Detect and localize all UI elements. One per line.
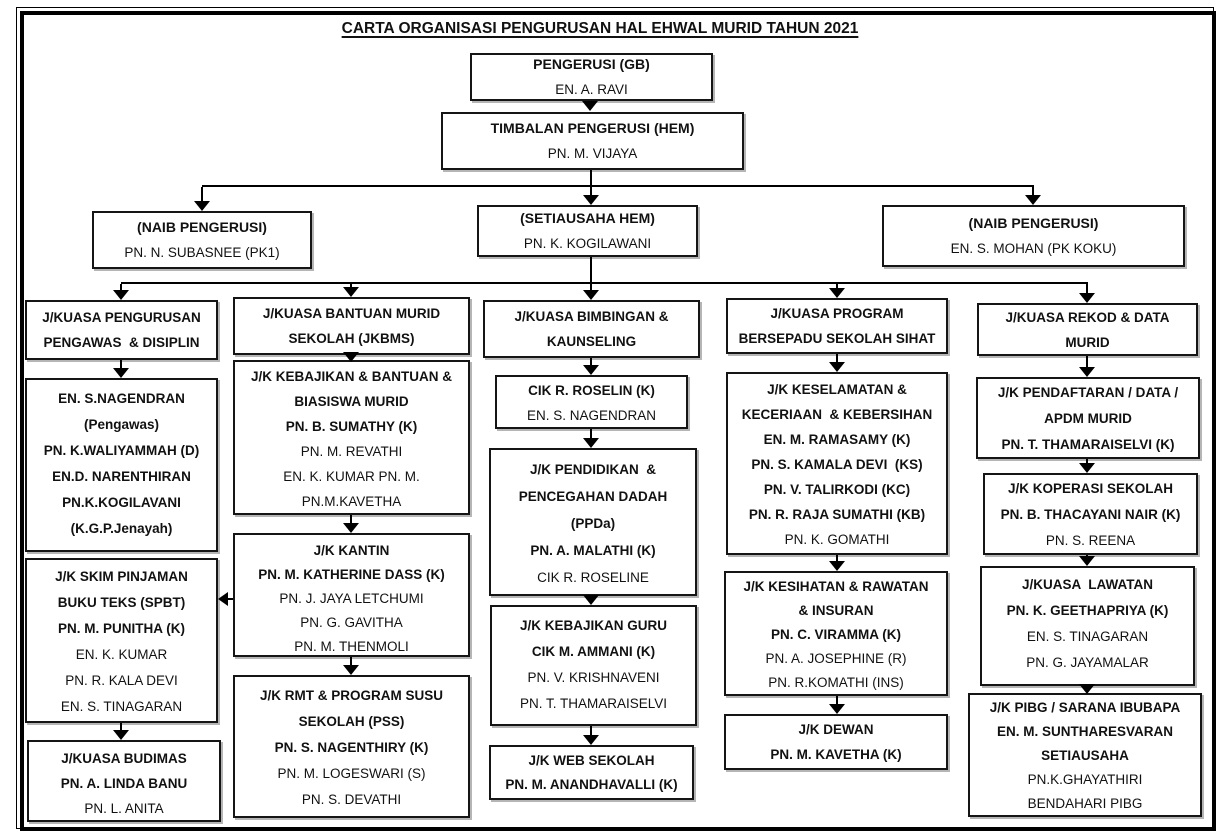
text-line: J/K SKIM PINJAMAN: [55, 569, 188, 584]
text-line: (Pengawas): [83, 417, 160, 432]
text-line: J/K KESIHATAN & RAWATAN: [743, 579, 929, 594]
text-line: PN. G. JAYAMALAR: [1026, 655, 1149, 670]
connector-line: [590, 257, 592, 284]
text-line: PN. K. GOMATHI: [784, 532, 890, 547]
text-line: (PPDa): [570, 516, 616, 531]
text-line: J/K DEWAN: [798, 722, 874, 737]
box-naib-pengerusi-kiri: [92, 211, 312, 269]
text-line: PN. N. SUBASNEE (PK1): [124, 245, 280, 260]
text-line: PN. M. LOGESWARI (S): [277, 766, 426, 781]
text-line: PN. S. KAMALA DEVI (KS): [751, 457, 923, 472]
arrow-down-icon: [113, 730, 129, 740]
box-jkuasa-budimas: [27, 740, 221, 822]
connector-line: [201, 187, 203, 202]
box-jk-kesihatan-insuran: [724, 571, 948, 696]
box-jk-kantin: [233, 533, 470, 657]
text-line: J/KUASA PROGRAM: [770, 306, 904, 321]
text-line: EN. M. SUNTHARESVARAN: [996, 724, 1173, 739]
text-line: SEKOLAH (PSS): [298, 714, 405, 729]
text-line: J/K KESELAMATAN &: [767, 382, 907, 397]
text-line: J/K PIBG / SARANA IBUBAPA: [989, 700, 1181, 715]
text-line: EN. K. KUMAR PN. M.: [283, 469, 420, 484]
arrow-down-icon: [1079, 556, 1095, 566]
text-line: J/KUASA LAWATAN: [1022, 577, 1153, 592]
text-line: (SETIAUSAHA HEM): [520, 210, 655, 226]
box-jk-web-sekolah: [489, 745, 694, 800]
connector-line: [121, 282, 1088, 284]
text-line: EN. S. TINAGARAN: [1026, 629, 1149, 644]
arrow-down-icon: [583, 438, 599, 448]
text-line: PN. K.WALIYAMMAH (D): [43, 443, 200, 458]
text-line: BENDAHARI PIBG: [1027, 796, 1143, 811]
text-line: PN. M. PUNITHA (K): [58, 621, 185, 636]
text-line: PN. K. KOGILAWANI: [523, 236, 652, 251]
box-timbalan-pengerusi: [441, 112, 744, 170]
text-line: J/KUASA BUDIMAS: [61, 751, 187, 766]
text-line: PN. T. THAMARAISELVI (K): [1001, 437, 1175, 452]
text-line: PN. S. DEVATHI: [301, 792, 402, 807]
text-line: EN. A. RAVI: [555, 82, 628, 97]
box-jkuasa-rekod-data: [977, 303, 1198, 356]
text-line: (NAIB PENGERUSI): [968, 215, 1099, 231]
text-line: & INSURAN: [798, 603, 874, 618]
text-line: PENCEGAHAN DADAH: [518, 489, 668, 504]
text-line: PN. M. THENMOLI: [294, 639, 409, 654]
arrow-down-icon: [582, 101, 598, 111]
text-line: PN. B. THACAYANI NAIR (K): [1000, 507, 1181, 522]
box-naib-pengerusi-kanan: [882, 205, 1185, 267]
text-line: PENGERUSI (GB): [533, 56, 650, 72]
text-line: PN. A. JOSEPHINE (R): [765, 651, 907, 666]
box-jk-kebajikan-guru: [490, 605, 697, 726]
text-line: PN. C. VIRAMMA (K): [771, 627, 901, 642]
text-line: J/K KEBAJIKAN GURU: [519, 618, 668, 633]
arrow-down-icon: [1079, 684, 1095, 694]
text-line: CIK R. ROSELINE: [537, 570, 649, 585]
arrow-down-icon: [113, 368, 129, 378]
text-line: PN. R. KALA DEVI: [65, 673, 178, 688]
arrow-down-icon: [343, 665, 359, 675]
text-line: J/KUASA BIMBINGAN &: [514, 309, 669, 324]
text-line: TIMBALAN PENGERUSI (HEM): [490, 120, 695, 136]
text-line: PN. M. KAVETHA (K): [770, 747, 902, 762]
arrow-left-icon: [218, 592, 228, 606]
box-jkuasa-pengawas-disiplin: [25, 300, 218, 360]
box-jkuasa-lawatan: [980, 566, 1195, 686]
box-jk-keselamatan-keceriaan: [726, 372, 948, 555]
connector-line: [202, 185, 1034, 187]
arrow-down-icon: [583, 290, 599, 300]
text-line: EN. S. NAGENDRAN: [526, 408, 657, 423]
text-line: CIK R. ROSELIN (K): [528, 383, 655, 398]
text-line: PN. K. GEETHAPRIYA (K): [1006, 603, 1169, 618]
arrow-down-icon: [1079, 293, 1095, 303]
text-line: PN. M. VIJAYA: [547, 146, 638, 161]
text-line: PN. L. ANITA: [84, 801, 164, 816]
text-line: PN. R.KOMATHI (INS): [768, 675, 904, 690]
chart-title: CARTA ORGANISASI PENGURUSAN HAL EHWAL MURID TAHUN 2021: [341, 20, 859, 37]
box-jkuasa-bimbingan-kaunseling: [483, 300, 700, 358]
box-jk-ppda: [489, 448, 697, 596]
box-jk-dewan: [724, 714, 948, 770]
text-line: PN.M.KAVETHA: [301, 494, 402, 509]
arrow-down-icon: [1025, 195, 1041, 205]
text-line: EN. K. KUMAR: [75, 647, 168, 662]
text-line: BIASISWA MURID: [294, 394, 409, 409]
arrow-down-icon: [829, 288, 845, 298]
text-line: EN. M. RAMASAMY (K): [763, 432, 911, 447]
text-line: PN. M. KATHERINE DASS (K): [258, 567, 445, 582]
text-line: PN. S. NAGENTHIRY (K): [274, 740, 429, 755]
text-line: PN. B. SUMATHY (K): [285, 419, 418, 434]
arrow-down-icon: [829, 561, 845, 571]
text-line: SETIAUSAHA: [1041, 748, 1129, 763]
text-line: J/K KANTIN: [313, 543, 390, 558]
text-line: BERSEPADU SEKOLAH SIHAT: [738, 331, 936, 346]
text-line: J/K WEB SEKOLAH: [528, 752, 655, 768]
arrow-down-icon: [829, 704, 845, 714]
box-ajk-pengawas-disiplin: [25, 378, 218, 552]
text-line: J/KUASA PENGURUSAN: [42, 310, 201, 325]
arrow-down-icon: [343, 352, 359, 362]
arrow-down-icon: [194, 201, 210, 211]
box-jk-spbt: [25, 558, 218, 723]
text-line: PN. A. MALATHI (K): [530, 543, 656, 558]
arrow-down-icon: [1079, 367, 1095, 377]
text-line: PN. M. REVATHI: [300, 444, 403, 459]
text-line: PN. A. LINDA BANU: [60, 776, 188, 791]
text-line: J/K PENDAFTARAN / DATA /: [997, 385, 1179, 400]
text-line: KECERIAAN & KEBERSIHAN: [741, 407, 933, 422]
box-jk-pendaftaran-apdm: [976, 377, 1200, 459]
box-pengerusi: [470, 53, 713, 101]
arrow-down-icon: [583, 595, 599, 605]
arrow-down-icon: [583, 735, 599, 745]
text-line: J/KUASA REKOD & DATA: [1005, 309, 1170, 325]
text-line: EN. S.NAGENDRAN: [58, 391, 185, 406]
text-line: PN. G. GAVITHA: [300, 615, 403, 630]
text-line: (NAIB PENGERUSI): [137, 219, 267, 235]
text-line: PN. T. THAMARAISELVI: [519, 696, 668, 711]
arrow-down-icon: [343, 523, 359, 533]
text-line: J/K KOPERASI SEKOLAH: [1007, 481, 1174, 496]
text-line: MURID: [1065, 334, 1110, 350]
text-line: PN.K.KOGILAVANI: [62, 495, 181, 510]
text-line: CIK M. AMMANI (K): [531, 644, 656, 659]
box-jk-rmt-pss: [233, 675, 470, 818]
text-line: PN.K.GHAYATHIRI: [1027, 772, 1143, 787]
arrow-down-icon: [583, 365, 599, 375]
box-jk-kebajikan-biasiswa: [233, 360, 470, 515]
box-jkuasa-bantuan-murid: [233, 297, 470, 355]
text-line: PN. V. KRISHNAVENI: [527, 670, 660, 685]
text-line: J/KUASA BANTUAN MURID: [262, 306, 441, 321]
text-line: PN. R. RAJA SUMATHI (KB): [748, 507, 926, 522]
arrow-down-icon: [343, 287, 359, 297]
arrow-down-icon: [113, 290, 129, 300]
text-line: PN. V. TALIRKODI (KC): [763, 482, 911, 497]
text-line: EN. S. TINAGARAN: [60, 699, 183, 714]
text-line: KAUNSELING: [546, 334, 637, 349]
arrow-down-icon: [829, 362, 845, 372]
text-line: APDM MURID: [1044, 411, 1132, 426]
text-line: SEKOLAH (JKBMS): [288, 331, 415, 346]
text-line: PN. M. ANANDHAVALLI (K): [505, 776, 678, 792]
text-line: PENGAWAS & DISIPLIN: [43, 335, 200, 350]
text-line: EN.D. NARENTHIRAN: [52, 469, 191, 484]
text-line: J/K RMT & PROGRAM SUSU: [259, 688, 443, 703]
box-jk-koperasi: [983, 473, 1198, 555]
text-line: PN. J. JAYA LETCHUMI: [279, 591, 424, 606]
text-line: J/K PENDIDIKAN &: [529, 462, 656, 477]
box-ajk-bimbingan: [495, 375, 688, 429]
box-jk-pibg: [968, 693, 1202, 817]
text-line: PN. S. REENA: [1045, 533, 1136, 548]
text-line: EN. S. MOHAN (PK KOKU): [950, 241, 1117, 256]
text-line: (K.G.P.Jenayah): [70, 521, 173, 536]
text-line: BUKU TEKS (SPBT): [57, 595, 186, 610]
text-line: J/K KEBAJIKAN & BANTUAN &: [250, 369, 452, 384]
arrow-down-icon: [583, 195, 599, 205]
box-setiausaha-hem: [477, 205, 698, 257]
box-jkuasa-program-sekolah-sihat: [726, 298, 948, 354]
arrow-down-icon: [1079, 463, 1095, 473]
